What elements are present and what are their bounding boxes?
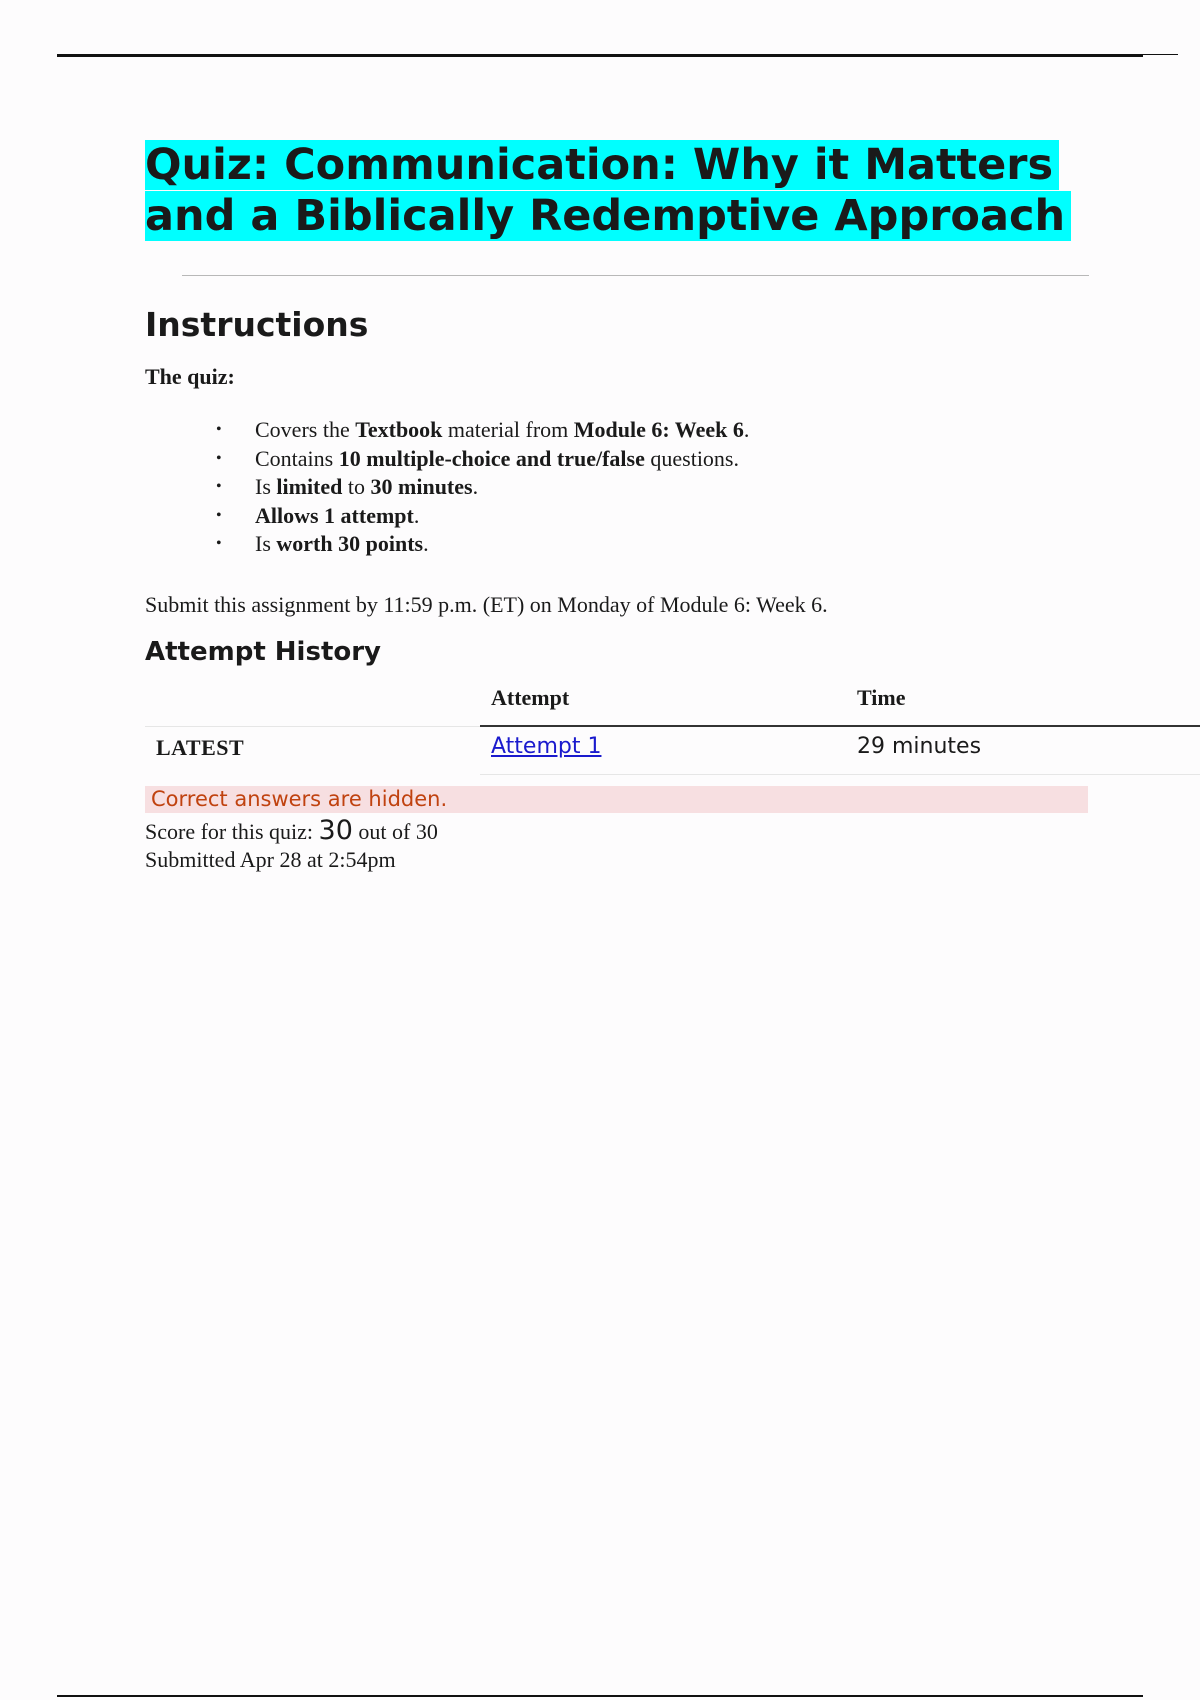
row-divider bbox=[480, 774, 1200, 775]
column-header-attempt: Attempt bbox=[491, 685, 570, 710]
bullet-text: . bbox=[743, 417, 750, 442]
latest-label: LATEST bbox=[156, 735, 245, 760]
instructions-list-item bbox=[145, 445, 749, 474]
score-prefix: Score for this quiz: bbox=[145, 819, 319, 844]
instructions-list-item bbox=[145, 502, 749, 531]
attempt-history-heading: Attempt History bbox=[145, 637, 382, 667]
quiz-title bbox=[145, 140, 1095, 242]
top-rule-tail bbox=[1143, 54, 1178, 55]
instructions-heading: Instructions bbox=[145, 305, 369, 344]
bullet-icon: • bbox=[216, 421, 222, 438]
submitted-timestamp: Submitted Apr 28 at 2:54pm bbox=[145, 847, 396, 872]
bullet-text: . bbox=[423, 531, 429, 556]
bullet-text: . bbox=[413, 502, 420, 528]
bullet-text: Is bbox=[255, 531, 277, 556]
instructions-list-item bbox=[145, 416, 749, 445]
quiz-title-line1: Quiz: Communication: Why it Matters bbox=[145, 140, 1059, 190]
instructions-list-item bbox=[145, 473, 749, 502]
title-divider bbox=[182, 275, 1089, 276]
bullet-icon: • bbox=[216, 478, 222, 495]
bullet-text-bold: Textbook bbox=[355, 417, 443, 442]
header-divider-right bbox=[480, 725, 1200, 727]
bullet-text-bold: 10 multiple-choice and true/false bbox=[338, 445, 645, 471]
quiz-content bbox=[145, 140, 1200, 872]
instructions-list-item bbox=[145, 530, 749, 559]
bullet-icon: • bbox=[216, 449, 222, 467]
quiz-title-line2: and a Biblically Redemptive Approach bbox=[145, 191, 1071, 241]
bullet-text-bold: Allows 1 attempt bbox=[255, 502, 414, 528]
bullet-text-bold: worth 30 points bbox=[276, 531, 424, 556]
header-divider-left bbox=[145, 726, 480, 727]
top-rule bbox=[57, 54, 1143, 57]
attempt-1-link[interactable]: Attempt 1 bbox=[491, 734, 602, 759]
bullet-text: Covers the bbox=[255, 417, 356, 442]
bullet-text: questions. bbox=[644, 445, 739, 471]
bullet-text-bold: limited bbox=[276, 474, 343, 499]
bullet-text: to bbox=[342, 474, 371, 499]
bullet-icon: • bbox=[216, 535, 222, 552]
bullet-text: . bbox=[472, 474, 479, 499]
submit-deadline-note: Submit this assignment by 11:59 p.m. (ET) on Monday of Module 6: Week 6. bbox=[145, 592, 828, 617]
column-header-time: Time bbox=[857, 685, 906, 710]
instructions-list bbox=[145, 416, 749, 559]
bullet-text: Contains bbox=[255, 445, 339, 471]
bottom-rule bbox=[57, 1695, 1143, 1697]
bullet-text: material from bbox=[442, 417, 574, 442]
attempt-time: 29 minutes bbox=[857, 734, 982, 759]
answers-hidden-text: Correct answers are hidden. bbox=[151, 787, 448, 811]
bullet-text-bold: Module 6: Week 6 bbox=[573, 417, 744, 442]
bullet-icon: • bbox=[216, 506, 222, 524]
answers-hidden-banner bbox=[145, 786, 1088, 813]
score-suffix: out of 30 bbox=[352, 819, 438, 844]
quiz-score bbox=[145, 816, 438, 847]
instructions-intro: The quiz: bbox=[145, 364, 235, 389]
score-value: 30 bbox=[318, 815, 353, 846]
bullet-text-bold: 30 minutes bbox=[370, 474, 473, 499]
bullet-text: Is bbox=[255, 474, 277, 499]
